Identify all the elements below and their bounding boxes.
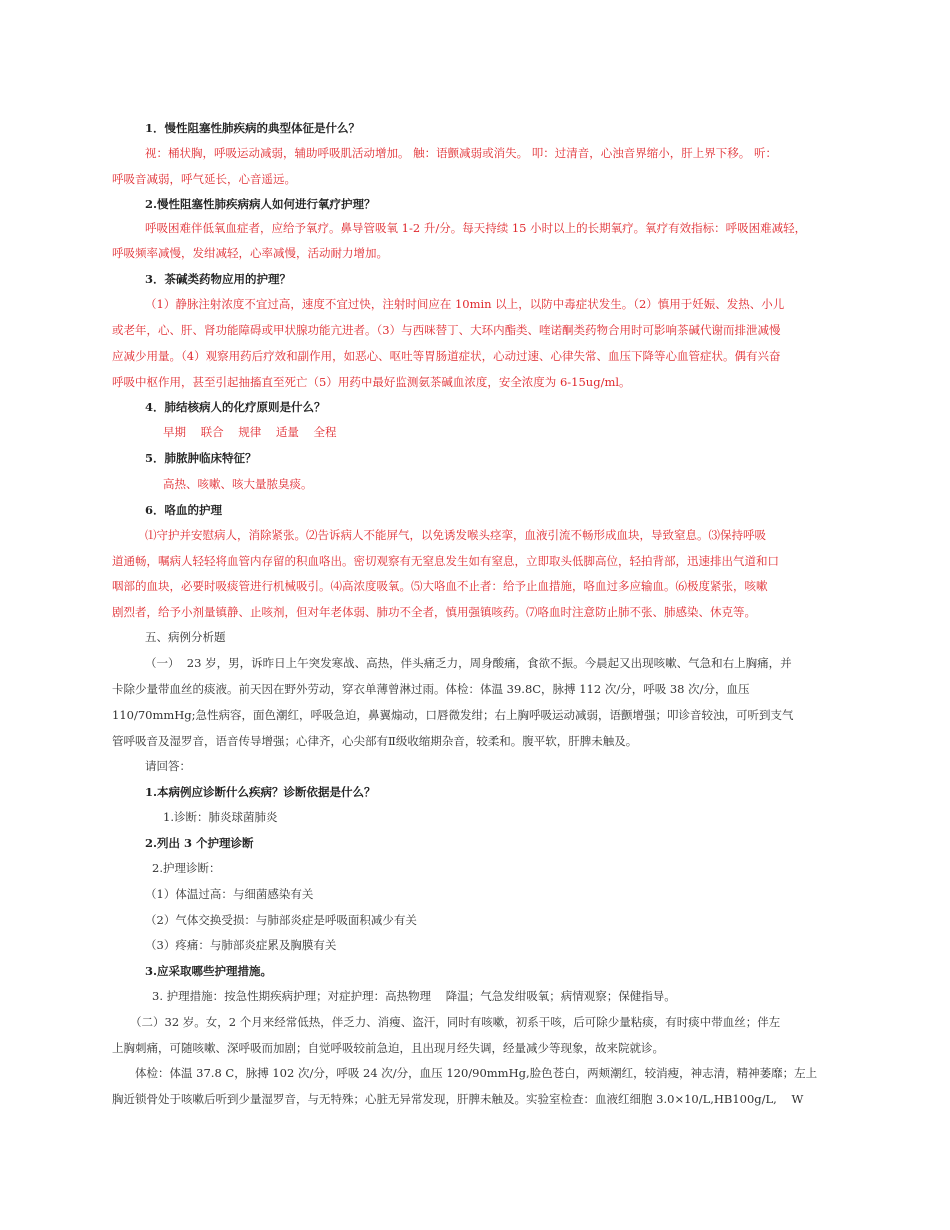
question-3-answer-line: 应减少用量。（4）观察用药后疗效和副作用，如恶心、呕吐等胃肠道症状，心动过速、心律失常、血压下降等心血管症状。偶有兴奋 — [112, 349, 781, 363]
question-4-answer: 早期 联合 规律 适量 全程 — [163, 425, 337, 439]
question-3-title: 3．茶碱类药物应用的护理？ — [145, 272, 292, 286]
question-3-answer-line: 或老年，心、肝、肾功能障碍或甲状腺功能亢进者。（3）与西咪替丁、大环内酯类、喹诺酮类药物合用时可影响茶碱代谢而排泄减慢 — [112, 323, 781, 337]
case-2-text-line: （二）32 岁。女，2 个月来经常低热，伴乏力、消瘦、盗汗，同时有咳嗽，初系干咳，后可除少量粘痰，有时痰中带血丝；伴左 — [130, 1015, 781, 1029]
question-6-answer-line: 咽部的血块，必要时吸痰管进行机械吸引。⑷高浓度吸氧。⑸大咯血不止者：给予止血措施，咯血过多应输血。⑹极度紧张，咳嗽 — [112, 579, 768, 593]
case-1-answer-2-intro: 2.护理诊断： — [152, 861, 221, 875]
question-6-answer-line: 道通畅，嘱病人轻轻将血管内存留的积血咯出。密切观察有无窒息发生如有窒息，立即取头低脚高位，轻拍背部，迅速排出气道和口 — [112, 554, 779, 568]
question-2-answer-line: 呼吸频率减慢，发绀减轻，心率减慢，活动耐力增加。 — [112, 246, 388, 260]
question-4-title: 4．肺结核病人的化疗原则是什么？ — [145, 400, 326, 414]
case-2-text-line: 体检：体温 37.8 C，脉搏 102 次/分，呼吸 24 次/分，血压 120/90mmHg,脸色苍白，两颊潮红，较消瘦，神志清，精神萎靡；左上 — [135, 1066, 818, 1080]
question-6-answer-line: 剧烈者，给予小剂量镇静、止咳剂，但对年老体弱、肺功不全者，慎用强镇咳药。⑺咯血时注意防止肺不张、肺感染、休克等。 — [112, 605, 756, 619]
case-1-answer-1: 1.诊断：肺炎球菌肺炎 — [163, 810, 278, 824]
question-1-answer-line: 呼吸音减弱，呼气延长，心音遥远。 — [112, 172, 296, 186]
section-heading: 五、病例分析题 — [145, 630, 226, 644]
question-2-title: 2.慢性阻塞性肺疾病病人如何进行氧疗护理？ — [145, 197, 376, 211]
case-1-text-line: （一） 23 岁，男，诉昨日上午突发寒战、高热，伴头痛乏力，周身酸痛，食欲不振。今晨起又出现咳嗽、气急和右上胸痛，并 — [145, 656, 792, 670]
question-6-title: 6．咯血的护理 — [145, 503, 223, 517]
answer-prompt: 请回答： — [145, 759, 191, 773]
question-6-answer-line: ⑴守护并安慰病人，消除紧张。⑵告诉病人不能屏气，以免诱发喉头痉挛，血液引流不畅形成血块，导致窒息。⑶保持呼吸 — [145, 528, 766, 542]
nursing-diagnosis-item: （3）疼痛：与肺部炎症累及胸膜有关 — [145, 938, 337, 952]
case-1-subquestion-3: 3.应采取哪些护理措施。 — [145, 964, 273, 978]
case-1-text-line: 110/70mmHg;急性病容，面色潮红，呼吸急迫，鼻翼煽动，口唇微发绀；右上胸呼吸运动减弱，语颤增强；叩诊音较浊，可听到支气 — [112, 708, 794, 722]
case-1-subquestion-2: 2.列出 3 个护理诊断 — [145, 836, 254, 850]
question-5-title: 5．肺脓肿临床特征？ — [145, 451, 257, 465]
case-1-text-line: 管呼吸音及湿罗音，语音传导增强；心律齐，心尖部有Ⅱ级收缩期杂音，较柔和。腹平软，肝脾未触及。 — [112, 734, 638, 748]
nursing-diagnosis-item: （1）体温过高：与细菌感染有关 — [145, 887, 314, 901]
question-3-answer-line: （1）静脉注射浓度不宜过高，速度不宜过快，注射时间应在 10min 以上，以防中毒症状发生。（2）慎用于妊娠、发热、小儿 — [145, 297, 785, 311]
nursing-diagnosis-item: （2）气体交换受损：与肺部炎症是呼吸面积减少有关 — [145, 913, 417, 927]
question-1-answer-line: 视：桶状胸，呼吸运动减弱，辅助呼吸肌活动增加。 触：语颤减弱或消失。 叩：过清音，心浊音界缩小，肝上界下移。 听： — [145, 146, 777, 160]
case-1-subquestion-1: 1.本病例应诊断什么疾病？诊断依据是什么？ — [145, 785, 376, 799]
question-2-answer-line: 呼吸困难伴低氧血症者，应给予氧疗。鼻导管吸氧 1-2 升/分。每天持续 15 小时以上的长期氧疗。氧疗有效指标：呼吸困难减轻， — [145, 221, 807, 235]
case-1-text-line: 卡除少量带血丝的痰液。前天因在野外劳动，穿衣单薄曾淋过雨。体检：体温 39.8C，脉搏 112 次/分，呼吸 38 次/分，血压 — [112, 682, 750, 696]
question-5-answer: 高热、咳嗽、咳大量脓臭痰。 — [163, 477, 313, 491]
question-1-title: 1．慢性阻塞性肺疾病的典型体征是什么？ — [145, 121, 360, 135]
question-3-answer-line: 呼吸中枢作用，甚至引起抽搐直至死亡（5）用药中最好监测氨茶碱血浓度，安全浓度为 6-15ug/ml。 — [112, 375, 631, 389]
case-2-text-line: 上胸刺痛，可随咳嗽、深呼吸而加剧；自觉呼吸较前急迫，且出现月经失调，经量减少等现象，故来院就诊。 — [112, 1041, 664, 1055]
case-2-text-line: 胸近锁骨处于咳嗽后听到少量湿罗音，与无特殊；心脏无异常发现，肝脾未触及。实验室检查：血液红细胞 3.0×10/L,HB100g/L, W — [112, 1092, 804, 1106]
case-1-answer-3: 3. 护理措施：按急性期疾病护理；对症护理：高热物理 降温；气急发绀吸氧；病情观察；保健指导。 — [152, 989, 676, 1003]
